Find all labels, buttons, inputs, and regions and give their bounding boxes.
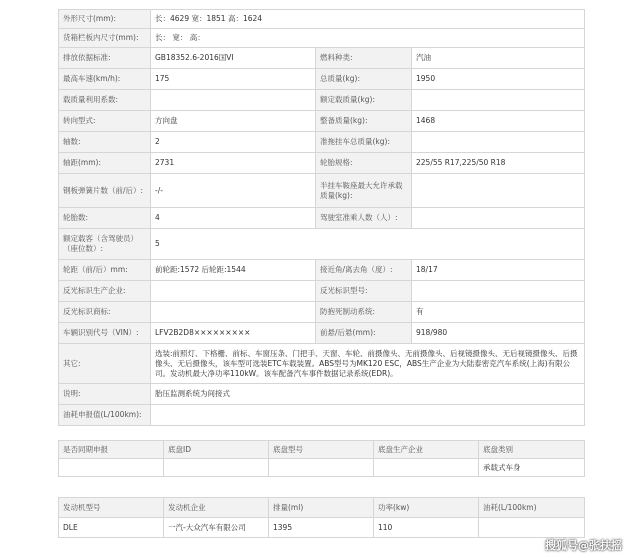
chassis-header-same-period: 是否同期申报 xyxy=(59,441,164,459)
spec-value: 有 xyxy=(412,302,585,323)
spec-value: 前轮距:1572 后轮距:1544 xyxy=(151,260,316,281)
spec-row xyxy=(59,344,585,384)
spec-label: 防抱死制动系统: xyxy=(316,302,412,323)
engine-header-fuel: 油耗(L/100km) xyxy=(479,498,585,518)
spec-row xyxy=(59,174,585,208)
engine-power-value: 110 xyxy=(374,518,479,538)
spec-row xyxy=(59,132,585,153)
spec-value: 方向盘 xyxy=(151,111,316,132)
chassis-header-type: 底盘类别 xyxy=(479,441,585,459)
spec-label: 钢板弹簧片数（前/后）: xyxy=(59,174,151,208)
vehicle-spec-table xyxy=(58,9,585,426)
engine-model-value: DLE xyxy=(59,518,164,538)
spec-value: 汽油 xyxy=(412,48,585,69)
spec-row xyxy=(59,260,585,281)
spec-value xyxy=(151,302,316,323)
spec-value: 1950 xyxy=(412,69,585,90)
spec-label: 油耗申报值(L/100km): xyxy=(59,405,151,426)
chassis-table xyxy=(58,440,585,477)
spec-label: 轮胎规格: xyxy=(316,153,412,174)
spec-value xyxy=(412,90,585,111)
spec-row xyxy=(59,229,585,260)
spec-row xyxy=(59,384,585,405)
spec-row xyxy=(59,302,585,323)
spec-row xyxy=(59,90,585,111)
spec-value: 2731 xyxy=(151,153,316,174)
chassis-header-id: 底盘ID xyxy=(164,441,269,459)
engine-displacement-value: 1395 xyxy=(269,518,374,538)
spec-label: 外形尺寸(mm): xyxy=(59,10,151,29)
spec-value: GB18352.6-2016国VI xyxy=(151,48,316,69)
spec-value xyxy=(412,208,585,229)
spec-value xyxy=(412,132,585,153)
spec-label: 接近角/离去角（度）: xyxy=(316,260,412,281)
spec-label: 反光标识生产企业: xyxy=(59,281,151,302)
engine-header-displacement: 排量(ml) xyxy=(269,498,374,518)
spec-label: 其它: xyxy=(59,344,151,384)
spec-label: 轴数: xyxy=(59,132,151,153)
spec-value: 918/980 xyxy=(412,323,585,344)
spec-label: 轮距（前/后）mm: xyxy=(59,260,151,281)
spec-value: 长： 宽： 高： xyxy=(151,29,585,48)
engine-value-row xyxy=(59,518,585,538)
engine-maker-value: 一汽-大众汽车有限公司 xyxy=(164,518,269,538)
spec-value: 选装:前照灯、下格栅、前标、车窗压条、门把手、天窗、车轮、前摄像头、无前摄像头、后视镜摄像头、无后视镜摄像头、后摄像头、无后摄像头，该车型可选装ETC车载装置。ABS型号为MK120 ESC，ABS生产企业为大陆泰密克汽车系统(上海)有限公司。发动机最大净功率110kW。该车配备汽车事件数据记录系统(EDR)。 xyxy=(151,344,585,384)
chassis-header-row xyxy=(59,441,585,459)
spec-label: 排放依据标准: xyxy=(59,48,151,69)
spec-label: 货箱栏板内尺寸(mm): xyxy=(59,29,151,48)
spec-label: 准拖挂车总质量(kg): xyxy=(316,132,412,153)
spec-value: 4 xyxy=(151,208,316,229)
spec-row xyxy=(59,111,585,132)
spec-value: 2 xyxy=(151,132,316,153)
chassis-type-value: 承载式车身 xyxy=(479,459,585,477)
spec-label: 半挂车鞍座最大允许承载质量(kg): xyxy=(316,174,412,208)
chassis-value-row xyxy=(59,459,585,477)
watermark: 搜狐号@张扶摇 xyxy=(545,539,622,552)
spec-label: 整备质量(kg): xyxy=(316,111,412,132)
spec-value xyxy=(412,281,585,302)
spec-label: 车辆识别代号（VIN）: xyxy=(59,323,151,344)
spec-value: 5 xyxy=(151,229,585,260)
spec-row xyxy=(59,323,585,344)
spec-label: 载质量利用系数: xyxy=(59,90,151,111)
spec-label: 说明: xyxy=(59,384,151,405)
spec-value: 225/55 R17,225/50 R18 xyxy=(412,153,585,174)
spec-row xyxy=(59,29,585,48)
spec-row xyxy=(59,208,585,229)
spec-row xyxy=(59,10,585,29)
chassis-same-period-value xyxy=(59,459,164,477)
spec-value xyxy=(412,174,585,208)
engine-header-model: 发动机型号 xyxy=(59,498,164,518)
spec-value: 胎压监测系统为间接式 xyxy=(151,384,585,405)
spec-label: 最高车速(km/h): xyxy=(59,69,151,90)
chassis-model-value xyxy=(269,459,374,477)
spec-value: 18/17 xyxy=(412,260,585,281)
chassis-header-maker: 底盘生产企业 xyxy=(374,441,479,459)
spec-label: 前悬/后悬(mm): xyxy=(316,323,412,344)
chassis-id-value xyxy=(164,459,269,477)
spec-label: 反光标识型号: xyxy=(316,281,412,302)
chassis-maker-value xyxy=(374,459,479,477)
spec-label: 轴距(mm): xyxy=(59,153,151,174)
spec-value: 175 xyxy=(151,69,316,90)
spec-label: 燃料种类: xyxy=(316,48,412,69)
spec-row xyxy=(59,48,585,69)
spec-row xyxy=(59,69,585,90)
spec-value: -/- xyxy=(151,174,316,208)
spec-label: 反光标识商标: xyxy=(59,302,151,323)
spec-row xyxy=(59,405,585,426)
engine-fuel-value xyxy=(479,518,585,538)
engine-header-row xyxy=(59,498,585,518)
spec-label: 转向型式: xyxy=(59,111,151,132)
engine-header-maker: 发动机企业 xyxy=(164,498,269,518)
spec-row xyxy=(59,153,585,174)
spec-value xyxy=(151,281,316,302)
spec-label: 额定载质量(kg): xyxy=(316,90,412,111)
spec-label: 驾驶室准乘人数（人）: xyxy=(316,208,412,229)
spec-value xyxy=(151,90,316,111)
chassis-header-model: 底盘型号 xyxy=(269,441,374,459)
spec-label: 轮胎数: xyxy=(59,208,151,229)
spec-label: 额定载客（含驾驶员）（座位数）: xyxy=(59,229,151,260)
spec-value xyxy=(151,405,585,426)
spec-value: 1468 xyxy=(412,111,585,132)
spec-label: 总质量(kg): xyxy=(316,69,412,90)
spec-value: 长：4629 宽：1851 高：1624 xyxy=(151,10,585,29)
engine-header-power: 功率(kw) xyxy=(374,498,479,518)
spec-value: LFV2B2D8××××××××× xyxy=(151,323,316,344)
engine-table xyxy=(58,497,585,538)
spec-row xyxy=(59,281,585,302)
